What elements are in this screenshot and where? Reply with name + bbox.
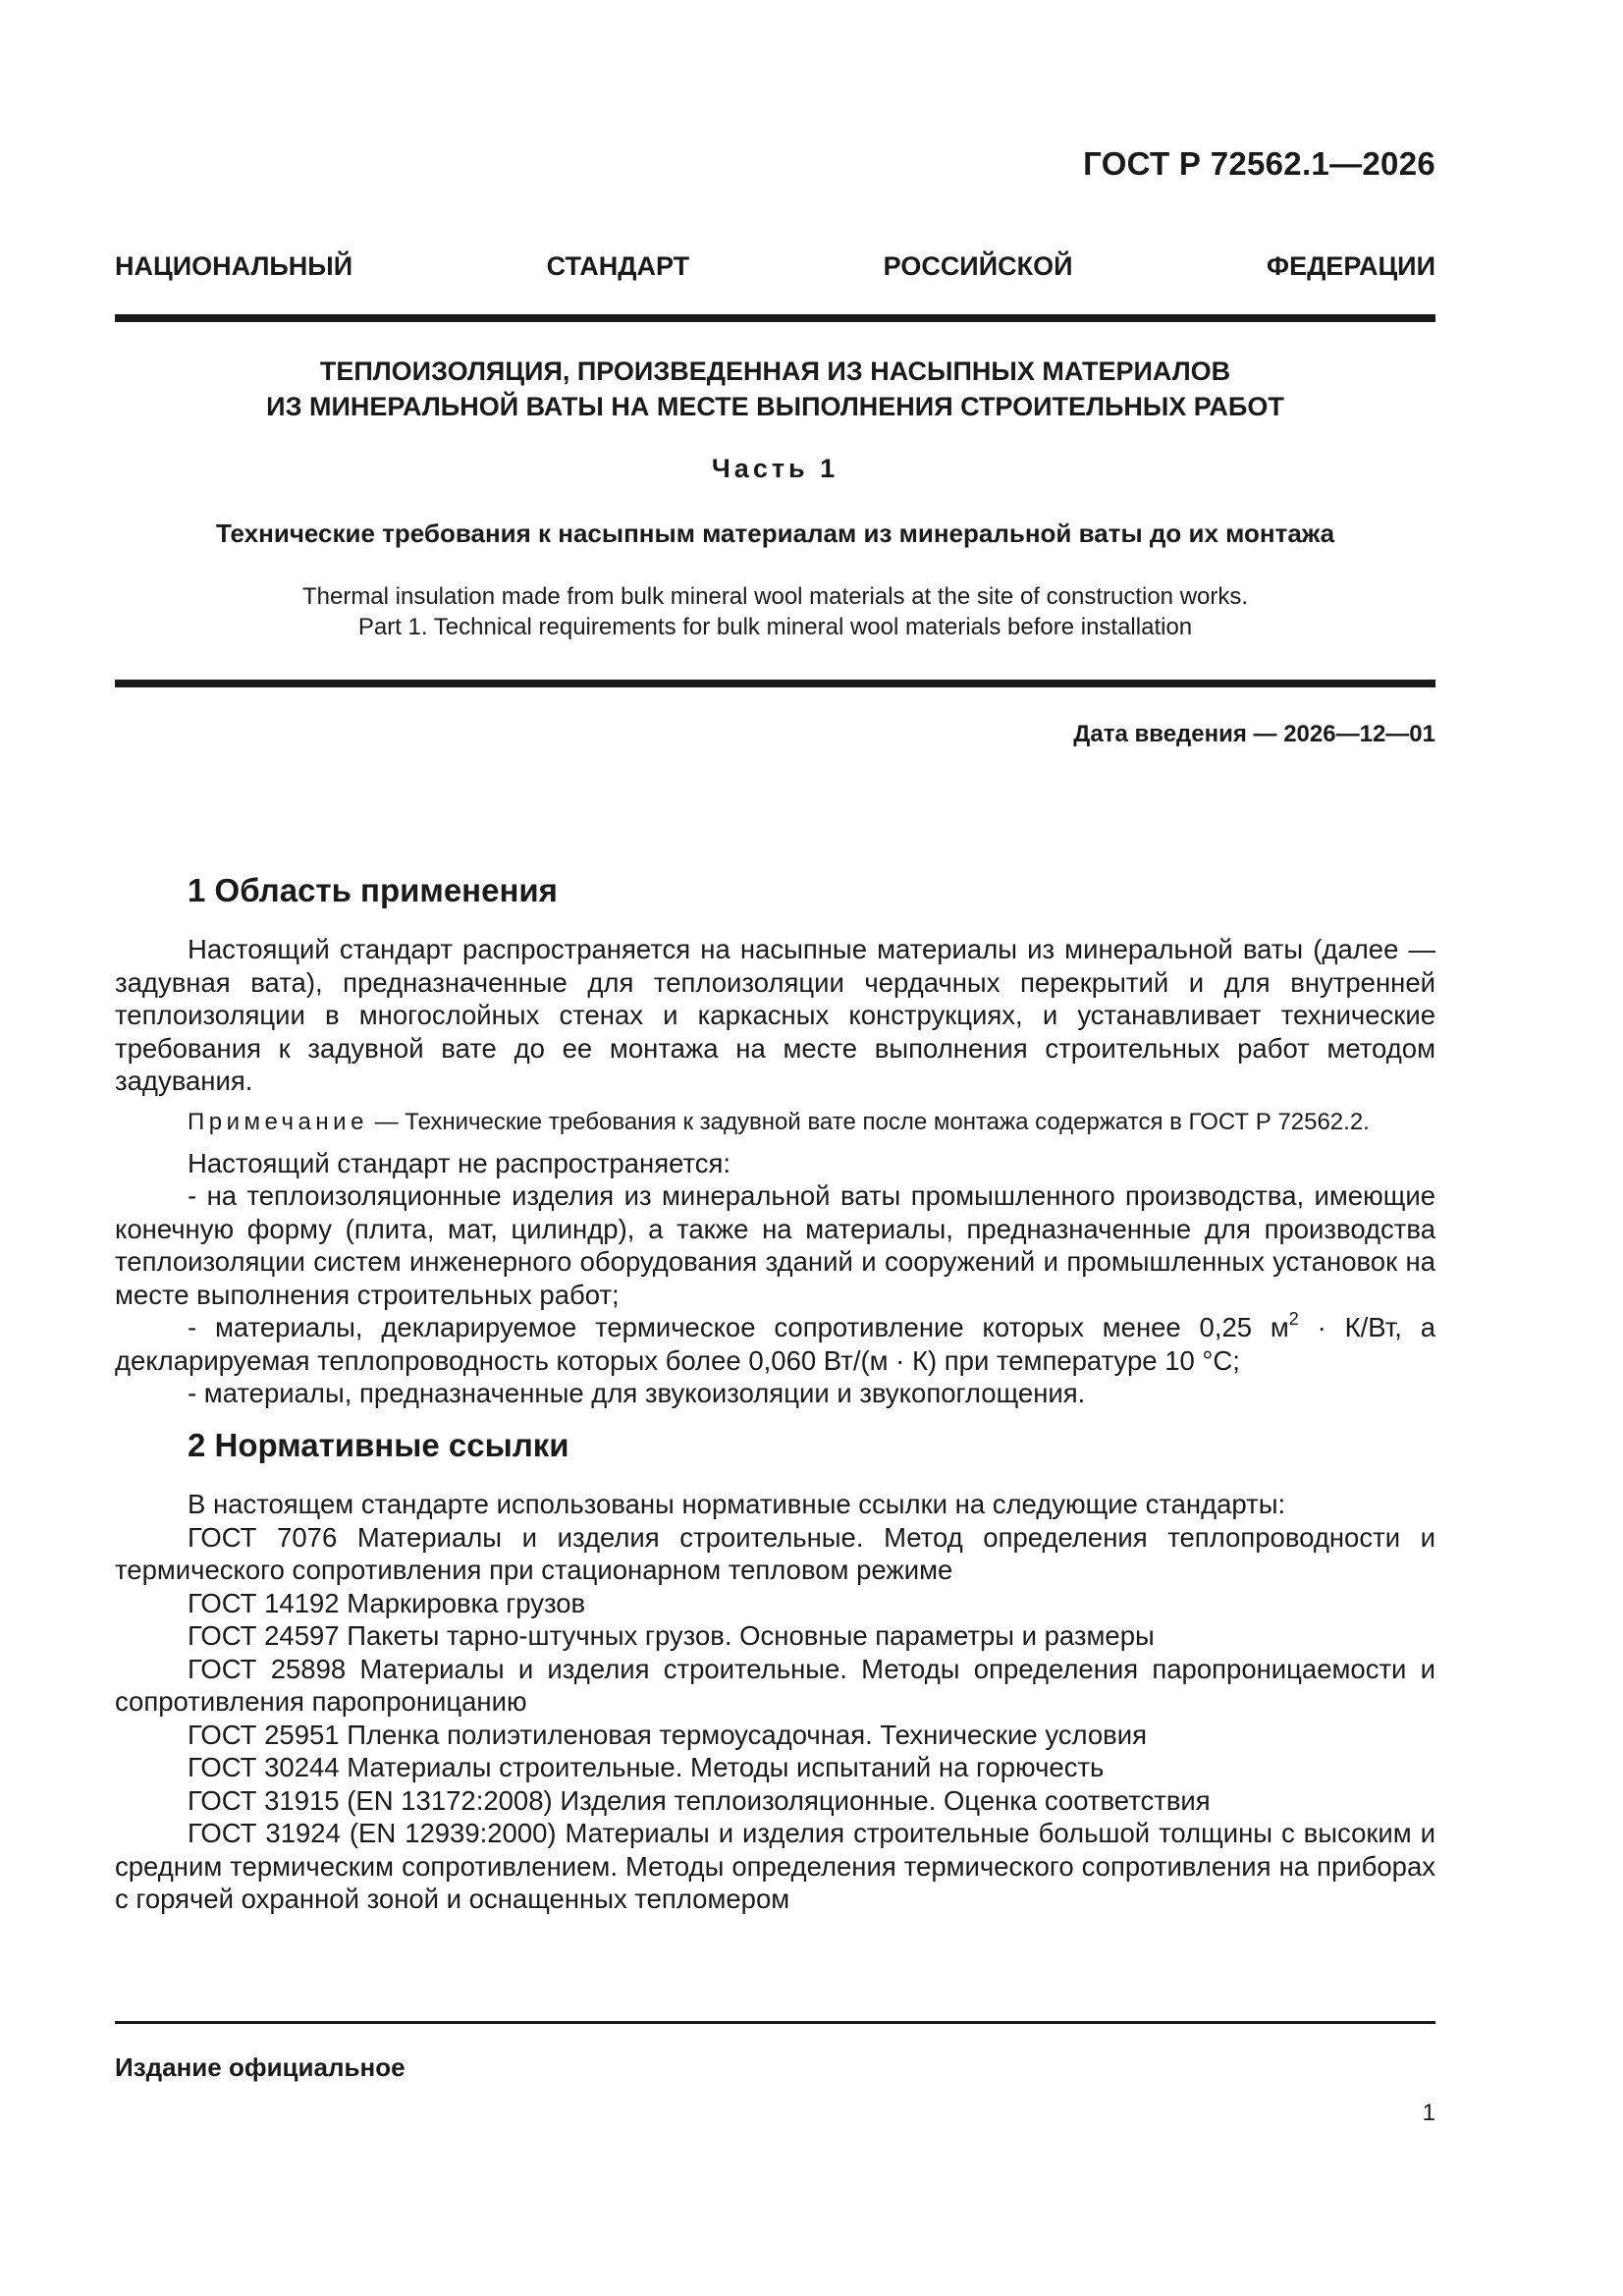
references-intro: В настоящем стандарте использованы нормативные ссылки на следующие стандарты:	[188, 1489, 1286, 1519]
exclusion-item: - материалы, предназначенные для звукоизоляции и звукопоглощения.	[188, 1378, 1086, 1408]
section-1-exclusions-intro: Настоящий стандарт не распространяется:	[188, 1147, 731, 1178]
page-number: 1	[1422, 2100, 1435, 2126]
reference-item: ГОСТ 14192 Маркировка грузов	[188, 1587, 586, 1618]
official-edition-label: Издание официальное	[115, 2052, 406, 2082]
section-1-note	[115, 1106, 1435, 1139]
title-line-1: ТЕПЛОИЗОЛЯЦИЯ, ПРОИЗВЕДЕННАЯ ИЗ НАСЫПНЫХ МАТЕРИАЛОВ	[319, 356, 1231, 386]
introduction-date: Дата введения — 2026—12—01	[1073, 721, 1435, 747]
reference-item: ГОСТ 7076 Материалы и изделия строительные. Метод определения теплопроводности и термического сопротивления при стационарном тепловом режиме	[115, 1521, 1435, 1585]
english-title-line-2: Part 1. Technical requirements for bulk mineral wool materials before installation	[357, 614, 1193, 640]
reference-item: ГОСТ 25951 Пленка полиэтиленовая термоусадочная. Технические условия	[188, 1719, 1148, 1750]
section-1-paragraph: Настоящий стандарт распространяется на насыпные материалы из минеральной ваты (далее — задувная вата), предназначенные для теплоизоляции чердачных перекрытий и для внутренней теплоизоляции в многослойных стенах и каркасных конструкциях, и устанавливает технические требования к задувной вате до ее монтажа на месте выполнения строительных работ методом задувания.	[115, 934, 1435, 1096]
reference-item: ГОСТ 25898 Материалы и изделия строительные. Методы определения паропроницаемости и сопротивления паропроницанию	[115, 1653, 1435, 1717]
header-rule	[115, 314, 1435, 322]
note-text: — Технические требования к задувной вате после монтажа содержатся в ГОСТ Р 72562.2.	[367, 1108, 1370, 1135]
part-label: Часть 1	[711, 454, 839, 483]
title-rule	[115, 680, 1435, 687]
reference-item: ГОСТ 31915 (EN 13172:2008) Изделия теплоизоляционные. Оценка соответствия	[188, 1784, 1211, 1816]
standard-designation: ГОСТ Р 72562.1—2026	[1083, 145, 1435, 182]
english-title	[115, 581, 1435, 642]
note-label: Примечание	[188, 1108, 368, 1135]
part-subtitle: Технические требования к насыпным материалам из минеральной ваты до их монтажа	[215, 519, 1335, 548]
document-title	[115, 354, 1435, 424]
reference-item: ГОСТ 30244 Материалы строительные. Методы испытаний на горючесть	[188, 1752, 1105, 1782]
section-1-heading: 1 Область применения	[188, 872, 558, 908]
english-title-line-1: Thermal insulation made from bulk mineral wool materials at the site of construction works.	[301, 583, 1249, 610]
section-1-body	[115, 933, 1435, 1410]
title-line-2: ИЗ МИНЕРАЛЬНОЙ ВАТЫ НА МЕСТЕ ВЫПОЛНЕНИЯ СТРОИТЕЛЬНЫХ РАБОТ	[266, 392, 1284, 421]
footer-rule	[115, 2021, 1435, 2024]
exclusion-item: - материалы, декларируемое термическое сопротивление которых менее 0,25 $м^2 \cdot К/Вт$, а декларируемая теплопроводность которых более 0,060 Вт/(м · К) при температуре 10 °С;	[115, 1308, 1435, 1376]
section-2-body	[115, 1488, 1435, 1916]
section-2-heading: 2 Нормативные ссылки	[188, 1427, 569, 1463]
reference-item: ГОСТ 24597 Пакеты тарно-штучных грузов. Основные параметры и размеры	[188, 1620, 1155, 1651]
reference-item: ГОСТ 31924 (EN 12939:2000) Материалы и изделия строительные большой толщины с высоким и средним термическим сопротивлением. Методы определения термического сопротивления на приборах с горячей охранной зоной и оснащенных тепломером	[115, 1818, 1435, 1914]
national-standard-caption: НАЦИОНАЛЬНЫЙ СТАНДАРТ РОССИЙСКОЙ ФЕДЕРАЦИИ	[115, 251, 1435, 281]
exclusion-item: - на теплоизоляционные изделия из минеральной ваты промышленного производства, имеющие конечную форму (плита, мат, цилиндр), а также на материалы, предназначенные для производства теплоизоляции систем инженерного оборудования зданий и сооружений и промышленных установок на месте выполнения строительных работ;	[115, 1180, 1435, 1310]
